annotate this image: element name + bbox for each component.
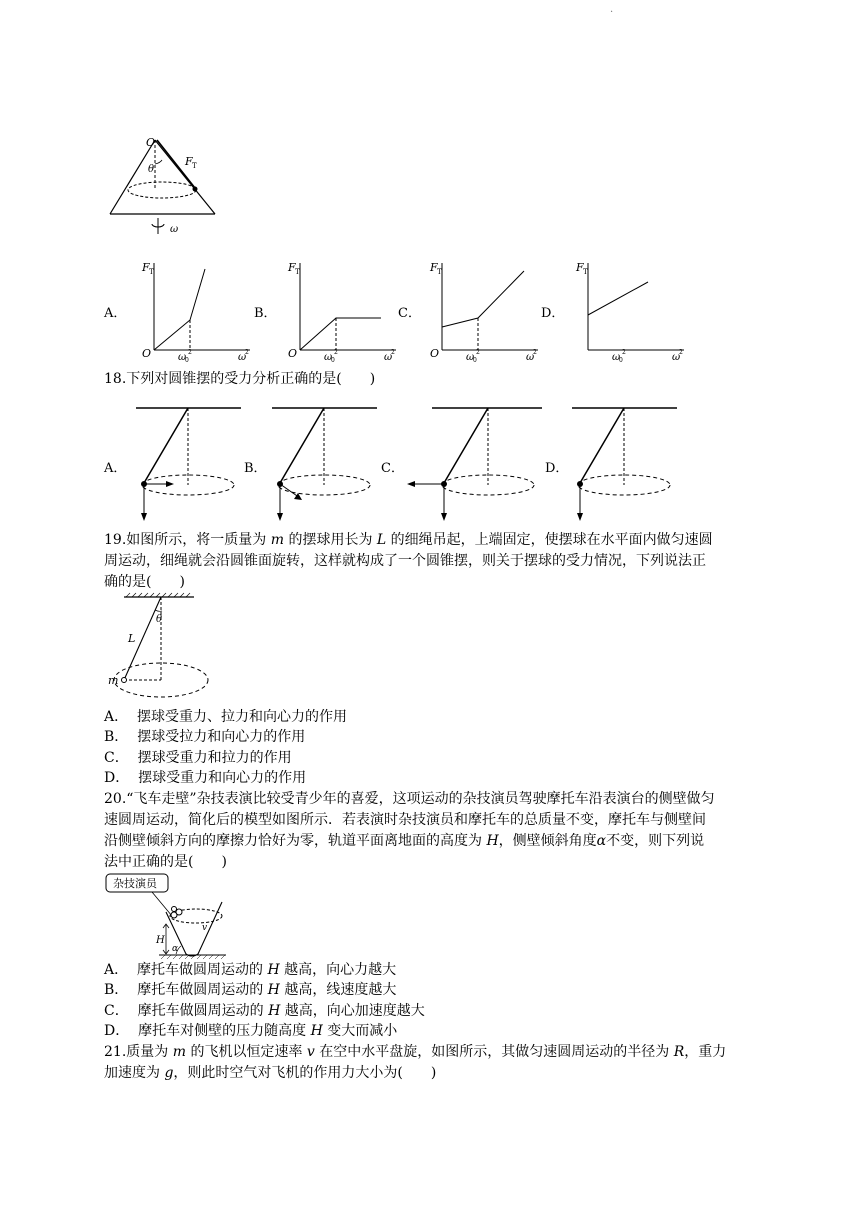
q17-B-xaxis-sup: 2 [391,349,395,356]
q17-A-origin: O [142,347,152,360]
q17-C-xaxis: ω [526,352,535,363]
q17-B-xtick-sup: 2 [334,349,338,356]
q18-option-D-label: D． [545,461,569,476]
q17-A-xtick-sup: 2 [188,349,192,356]
q17-C-xtick-sub: 0 [473,357,477,364]
q18-figure-C [404,405,544,525]
q17-C-yaxis-sub: T [437,268,442,276]
header-dot: . [610,4,614,15]
q18-option-C-label: C． [381,461,404,476]
q18-figure-D [572,405,682,525]
q17-B-origin: O [288,347,298,360]
cone-label-FT-sub: T [192,162,197,170]
q20-line3: 沿侧壁倾斜方向的摩擦力恰好为零，轨道平面离地面的高度为 H，侧壁倾斜角度α不变，则下列说 [104,833,705,849]
q20-label-v: v [202,923,208,933]
q17-B-xtick-sub: 0 [331,357,335,364]
q20-option-B: B． 摩托车做圆周运动的 H 越高，线速度越大 [104,982,397,998]
q17-A-xaxis: ω [238,352,247,363]
q17-option-B-label: B． [254,306,277,321]
q17-B-yaxis-sub: T [295,268,300,276]
q17-A-yaxis: F [142,261,150,274]
q18-option-A-label: A． [104,461,127,476]
q20-wall-figure [104,872,234,964]
q17-B-yaxis: F [288,261,296,274]
q21-line1: 21.质量为 m 的飞机以恒定速率 v 在空中水平盘旋，如图所示，其做匀速圆周运动的半径为 R，重力 [104,1044,727,1060]
q19-label-theta: θ [156,614,163,625]
q17-graph-C [428,255,548,365]
q19-option-C: C． 摆球受重力和拉力的作用 [104,750,292,766]
q19-label-m: m [108,674,119,687]
cone-label-O: O [146,136,156,149]
q17-A-xaxis-sup: 2 [245,349,249,356]
q21-line2: 加速度为 g，则此时空气对飞机的作用力大小为( ) [104,1065,437,1081]
q20-option-C: C． 摩托车做圆周运动的 H 越高，向心加速度越大 [104,1003,425,1019]
q17-B-xaxis: ω [384,352,393,363]
q17-D-yaxis: F [576,261,584,274]
q17-D-xaxis: ω [672,352,681,363]
q17-C-origin: O [430,347,440,360]
q17-A-xtick-sub: 0 [185,357,189,364]
q17-option-D-label: D． [541,306,565,321]
q17-C-xaxis-sup: 2 [533,349,537,356]
q17-C-xtick-sup: 2 [476,349,480,356]
q20-option-A: A． 摩托车做圆周运动的 H 越高，向心力越大 [104,962,397,978]
q20-callout-label: 杂技演员 [113,877,157,890]
q20-line2: 速圆周运动，简化后的模型如图所示．若表演时杂技演员和摩托车的总质量不变，摩托车与侧壁间 [104,812,706,828]
q19-line1: 19.如图所示，将一质量为 m 的摆球用长为 L 的细绳吊起，上端固定，使摆球在水平面内做匀速圆 [104,532,713,548]
q17-C-xtick: ω [466,352,475,363]
q17-D-yaxis-sub: T [583,268,588,276]
q18-question: 18.下列对圆锥摆的受力分析正确的是( ) [104,371,376,387]
q17-C-yaxis: F [430,261,438,274]
q17-D-xaxis-sup: 2 [679,349,683,356]
q18-figure-B [272,405,382,525]
q19-pendulum-figure [104,592,219,707]
cone-label-FT: F [185,155,193,168]
q17-graph-B [286,255,406,365]
q18-option-B-label: B． [244,461,267,476]
q17-D-xtick: ω [612,352,621,363]
q20-option-D: D． 摩托车对侧壁的压力随高度 H 变大而减小 [104,1023,398,1039]
q17-D-xtick-sup: 2 [622,349,626,356]
cone-figure [100,130,230,240]
q18-figure-A [136,405,246,525]
q20-line1: 20.“飞车走壁”杂技表演比较受青少年的喜爱，这项运动的杂技演员驾驶摩托车沿表演台的侧壁做匀 [104,791,715,807]
q19-option-B: B． 摆球受拉力和向心力的作用 [104,729,306,745]
q17-A-yaxis-sub: T [149,268,154,276]
q19-option-D: D． 摆球受重力和向心力的作用 [104,770,307,786]
q17-A-xtick: ω [178,352,187,363]
q17-graph-D [574,255,694,365]
q17-option-C-label: C． [398,306,421,321]
q19-line3: 确的是( ) [104,574,185,590]
q20-label-H: H [156,935,165,946]
cone-label-omega: ω [170,224,179,235]
q17-option-A-label: A． [104,306,127,321]
q20-line4: 法中正确的是( ) [104,854,227,870]
q17-B-xtick: ω [324,352,333,363]
q20-label-alpha: α [172,944,179,954]
q17-D-xtick-sub: 0 [619,357,623,364]
q19-option-A: A． 摆球受重力、拉力和向心力的作用 [104,709,348,725]
q17-graph-A [140,255,260,365]
q19-label-L: L [128,632,136,645]
cone-label-theta: θ [148,164,155,175]
q19-line2: 周运动，细绳就会沿圆锥面旋转，这样就构成了一个圆锥摆，则关于摆球的受力情况，下列说法正 [104,553,706,569]
